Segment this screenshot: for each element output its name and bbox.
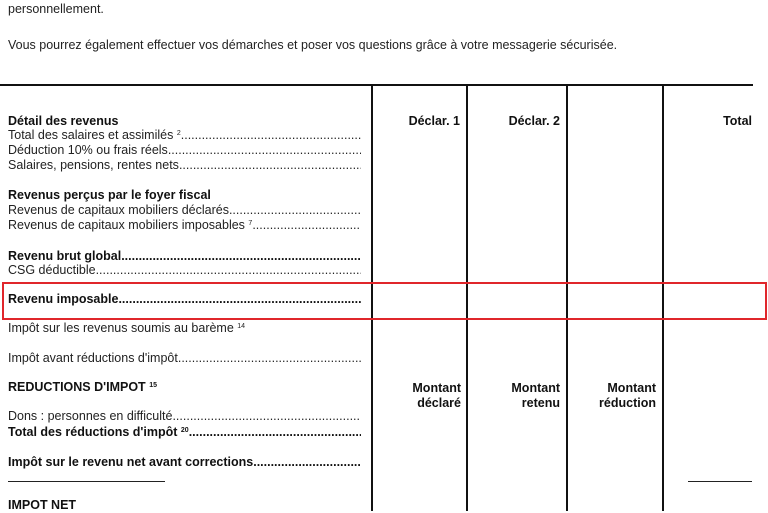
table-top-rule	[0, 84, 753, 86]
header-montant-declare	[380, 381, 461, 411]
row-detail-revenus: Détail des revenus	[8, 114, 119, 128]
header-line: Montant	[511, 381, 560, 395]
header-line: réduction	[599, 396, 656, 410]
intro-line-1: personnellement.	[8, 2, 104, 16]
header-line: déclaré	[417, 396, 461, 410]
row-nets: Salaires, pensions, rentes nets .....	[8, 158, 361, 173]
intro-line-2: Vous pourrez également effectuer vos démarches et poser vos questions grâce à votre messagerie sécurisée.	[8, 38, 618, 52]
row-net-avant-corrections: Impôt sur le revenu net avant corrections .....	[8, 455, 361, 470]
highlight-box	[2, 282, 767, 320]
row-salaires: Total des salaires et assimilés $^2$ .....	[8, 128, 361, 143]
header-line: Montant	[412, 381, 461, 395]
separator-rule	[8, 481, 165, 482]
row-rcm-declares: Revenus de capitaux mobiliers déclarés .....	[8, 203, 361, 218]
row-rcm-imposables: Revenus de capitaux mobiliers imposables $^7$ .....	[8, 218, 361, 233]
header-declar-1: Déclar. 1	[408, 114, 460, 128]
row-avant-reductions: Impôt avant réductions d'impôt .....	[8, 351, 361, 366]
header-montant-reduction	[575, 381, 656, 411]
row-dons: Dons : personnes en difficulté .....	[8, 409, 361, 424]
row-bareme: Impôt sur les revenus soumis au barème $^{14}$	[8, 321, 246, 335]
header-total: Total	[723, 114, 752, 128]
row-revenu-imposable: Revenu imposable .....	[8, 292, 361, 307]
row-deduction: Déduction 10% ou frais réels .....	[8, 143, 361, 158]
header-montant-retenu	[475, 381, 560, 411]
row-revenu-brut: Revenu brut global .....	[8, 249, 361, 264]
total-rule	[688, 481, 752, 482]
row-csg: CSG déductible .....	[8, 263, 361, 278]
header-declar-2: Déclar. 2	[508, 114, 560, 128]
row-impot-net: IMPOT NET	[8, 498, 77, 512]
row-foyer: Revenus perçus par le foyer fiscal	[8, 188, 211, 202]
header-line: Montant	[607, 381, 656, 395]
row-reductions: REDUCTIONS D'IMPOT $^{15}$	[8, 380, 157, 394]
row-total-reductions: Total des réductions d'impôt $^{20}$ .....	[8, 425, 361, 440]
header-line: retenu	[521, 396, 560, 410]
